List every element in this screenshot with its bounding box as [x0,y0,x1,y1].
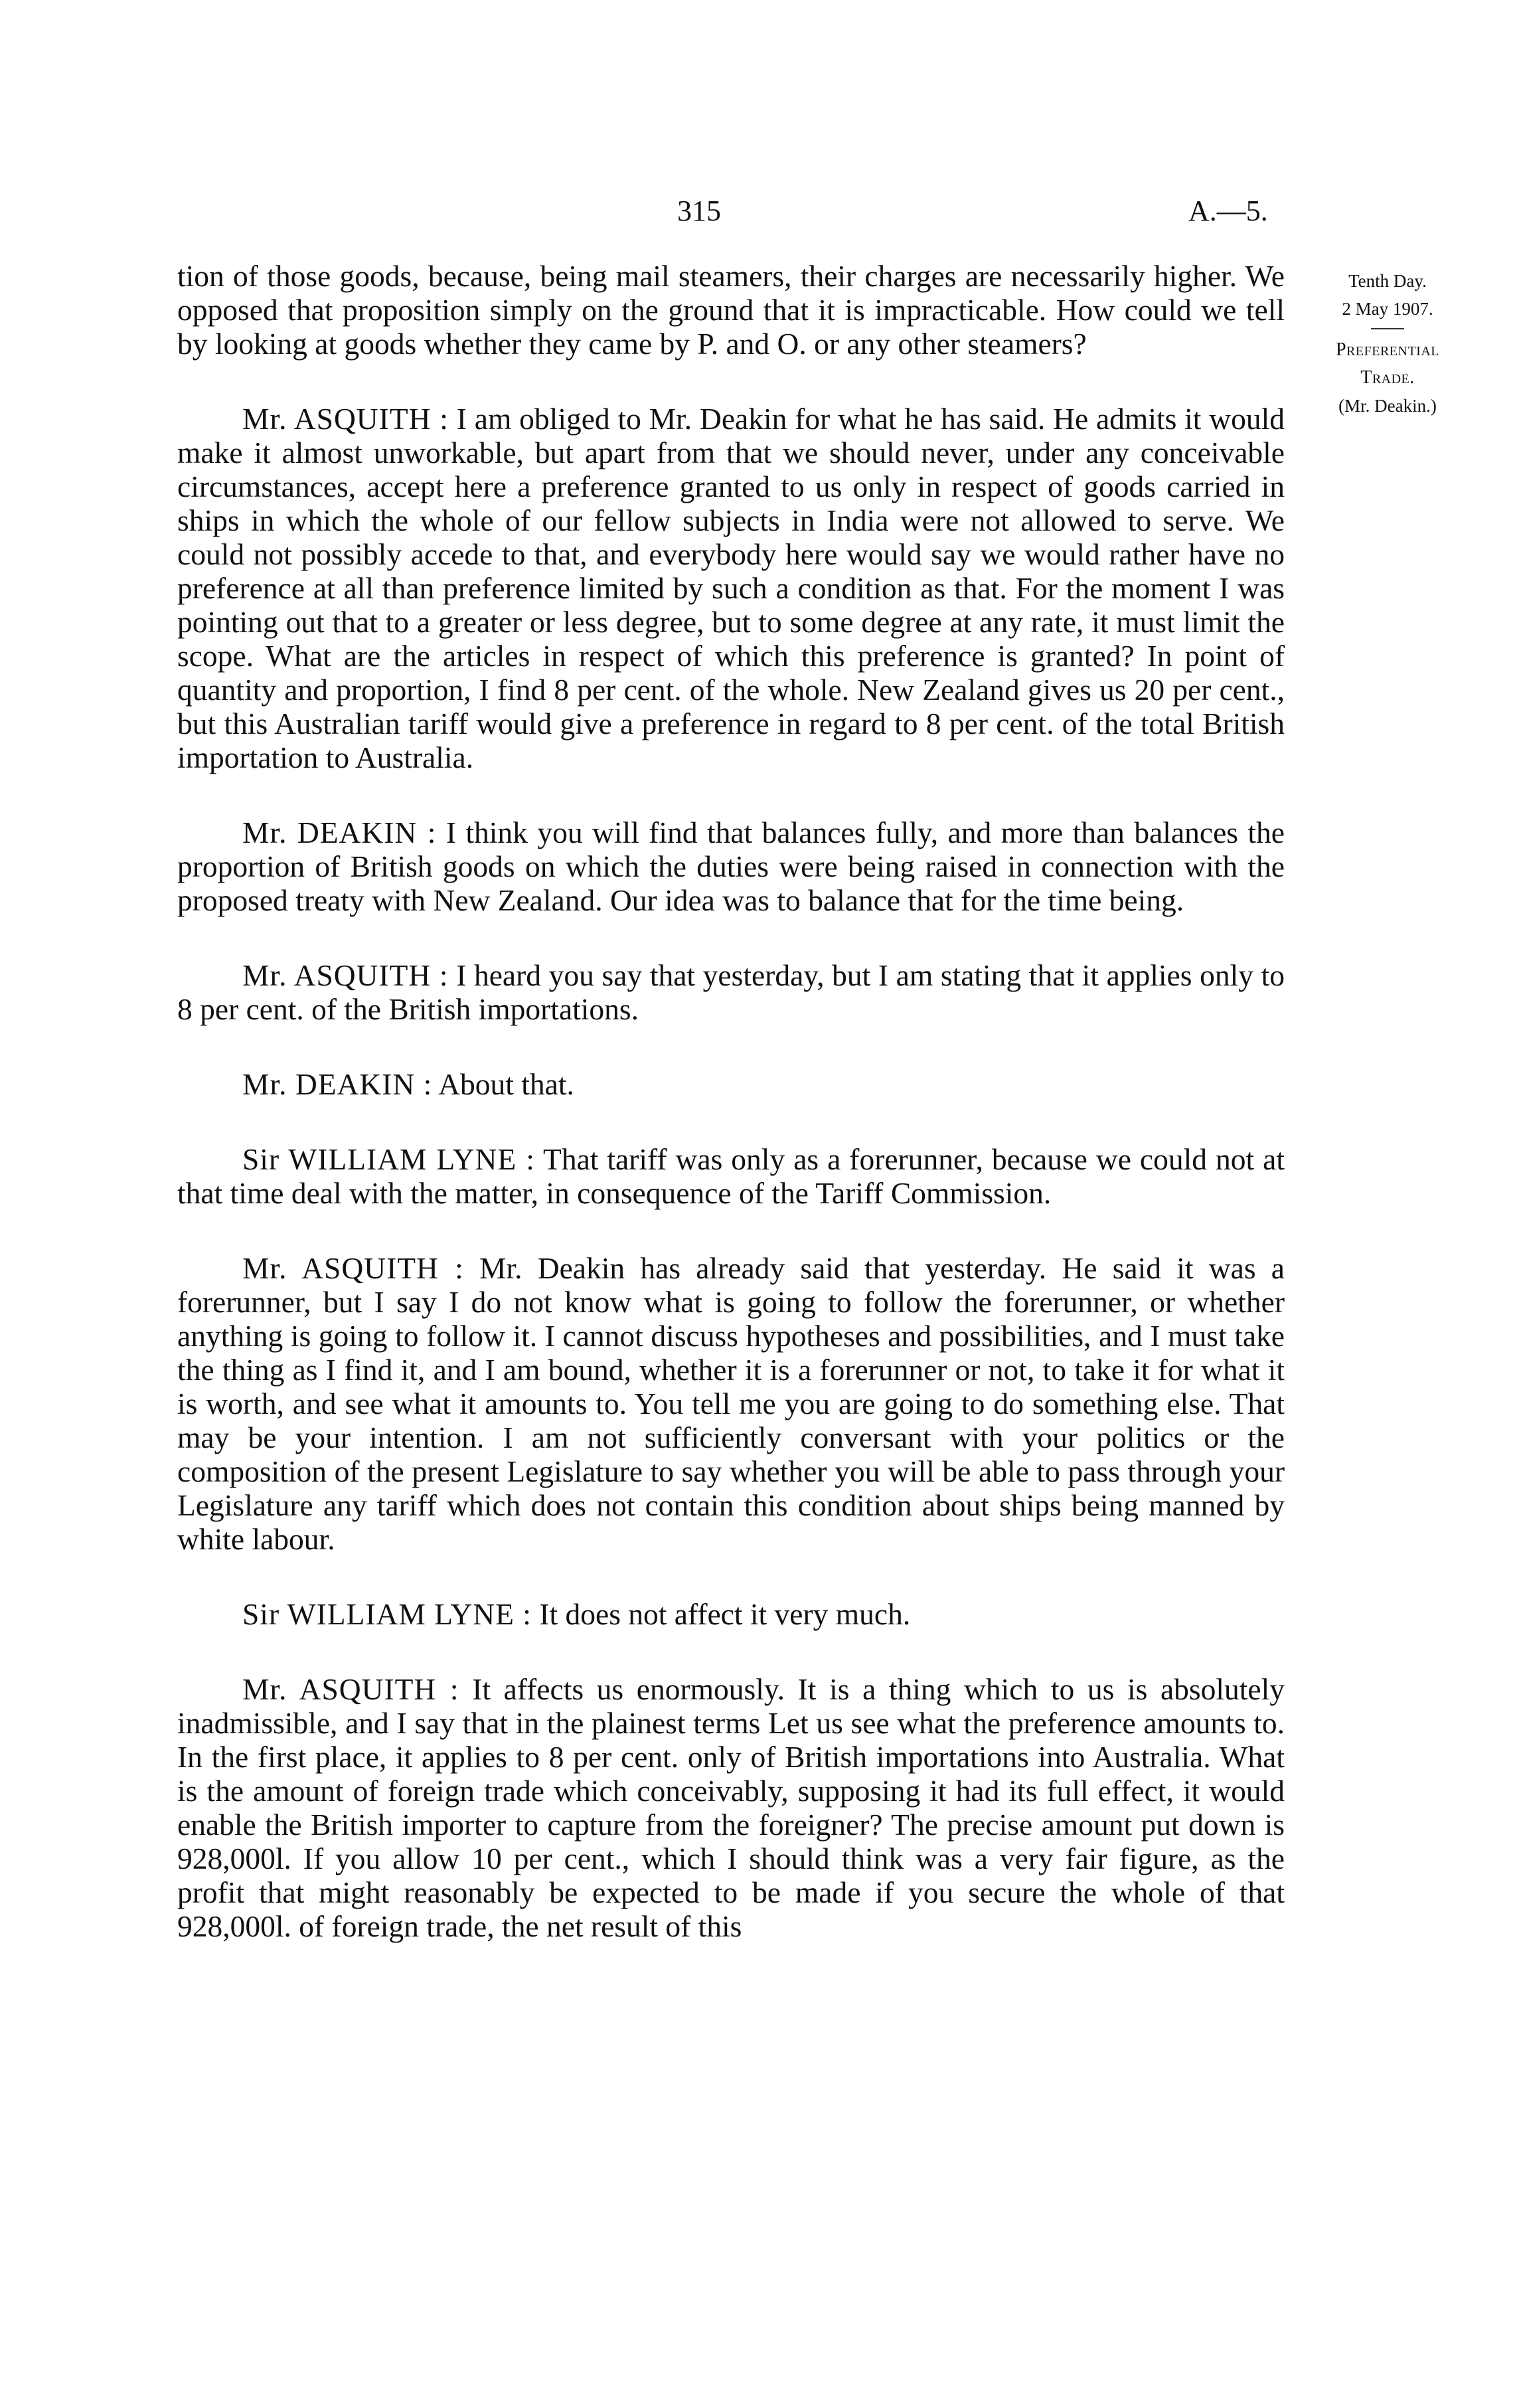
paragraph [177,402,1285,774]
margin-note-subject-line2: Trade. [1360,367,1415,388]
paragraph [177,1142,1285,1210]
speaker-name: Sir WILLIAM LYNE : [242,1597,532,1631]
page-header [0,194,1521,240]
paragraph [177,816,1285,917]
document-reference: A.—5. [1188,195,1268,227]
paragraph-text: I think you will find that balances fully, and more than balances the proportion of British goods on which the duties were being raised in connection with the proposed treaty with New Zealand. Our idea was to balance that for the time being. [177,816,1285,917]
paragraph [177,259,1285,361]
paragraph-text: I am obliged to Mr. Deakin for what he has said. He admits it would make it almost unworkable, but apart from that we should never, under any conceivable circumstances, accept here a preference granted to us only in respect of goods carried in ships in which the whole of our fellow subjects in India were not allowed to serve. We could not possibly accede to that, and everybody here would say we would rather have no preference at all than preference limited by such a condition as that. For the moment I was pointing out that to a greater or less degree, but to some degree at any rate, it must limit the scope. What are the articles in respect of which this preference is granted? In point of quantity and proportion, I find 8 per cent. of the whole. New Zealand gives us 20 per cent., but this Australian tariff would give a preference in regard to 8 per cent. of the total British importation to Australia. [177,402,1285,774]
paragraph-text: That tariff was only as a forerunner, because we could not at that time deal with the matter, in consequence of the Tariff Commission. [177,1142,1285,1210]
margin-note-day: Tenth Day. [1348,271,1427,291]
paragraph [177,958,1285,1026]
paragraph [177,1597,1285,1631]
speaker-name: Mr. DEAKIN : [242,816,437,849]
speaker-name: Mr. ASQUITH : [242,958,449,992]
paragraph-text: tion of those goods, because, being mail steamers, their charges are necessarily higher. We opposed that proposition simply on the ground that it is impracticable. How could we tell by looking at goods whether they came by P. and O. or any other steamers? [177,259,1285,361]
margin-note [1301,267,1474,420]
margin-note-speaker: (Mr. Deakin.) [1338,396,1437,416]
speaker-name: Sir WILLIAM LYNE : [242,1142,535,1176]
speaker-name: Mr. ASQUITH : [242,1251,464,1285]
paragraph-text: Mr. Deakin has already said that yesterday. He said it was a forerunner, but I say I do not know what is going to follow the forerunner, or whether anything is going to follow it. I cannot discuss hypotheses and possibilities, and I must take the thing as I find it, and I am bound, whether it is a forerunner or not, to take it for what it is worth, and see what it amounts to. You tell me you are going to do something else. That may be your intention. I am not sufficiently conversant with your politics or the composition of the present Legislature to say whether you will be able to pass through your Legislature any tariff which does not contain this condition about ships being manned by white labour. [177,1251,1285,1556]
speaker-name: Mr. ASQUITH : [242,402,449,436]
margin-note-subject-line1: Preferential [1335,339,1439,360]
paragraph [177,1672,1285,1943]
paragraph [177,1251,1285,1556]
body-text [177,259,1285,1984]
speaker-name: Mr. ASQUITH : [242,1672,459,1706]
paragraph-text: It does not affect it very much. [539,1597,911,1631]
paragraph-text: About that. [438,1067,574,1101]
paragraph [177,1067,1285,1101]
margin-note-date: 2 May 1907. [1342,299,1433,319]
paragraph-text: It affects us enormously. It is a thing which to us is absolutely inadmissible, and I say that in the plainest terms Let us see what the preference amounts to. In the first place, it applies to 8 per cent. only of British importations into Australia. What is the amount of foreign trade which conceivably, supposing it had its full effect, it would enable the British importer to capture from the foreigner? The precise amount put down is 928,000l. If you allow 10 per cent., which I should think was a very fair figure, as the profit that might reasonably be expected to be made if you secure the whole of that 928,000l. of foreign trade, the net result of this [177,1672,1285,1943]
speaker-name: Mr. DEAKIN : [242,1067,433,1101]
page-number: 315 [677,195,721,227]
margin-note-divider [1371,328,1404,329]
paragraph-text: I heard you say that yesterday, but I am stating that it applies only to 8 per cent. of the British importations. [177,958,1285,1026]
